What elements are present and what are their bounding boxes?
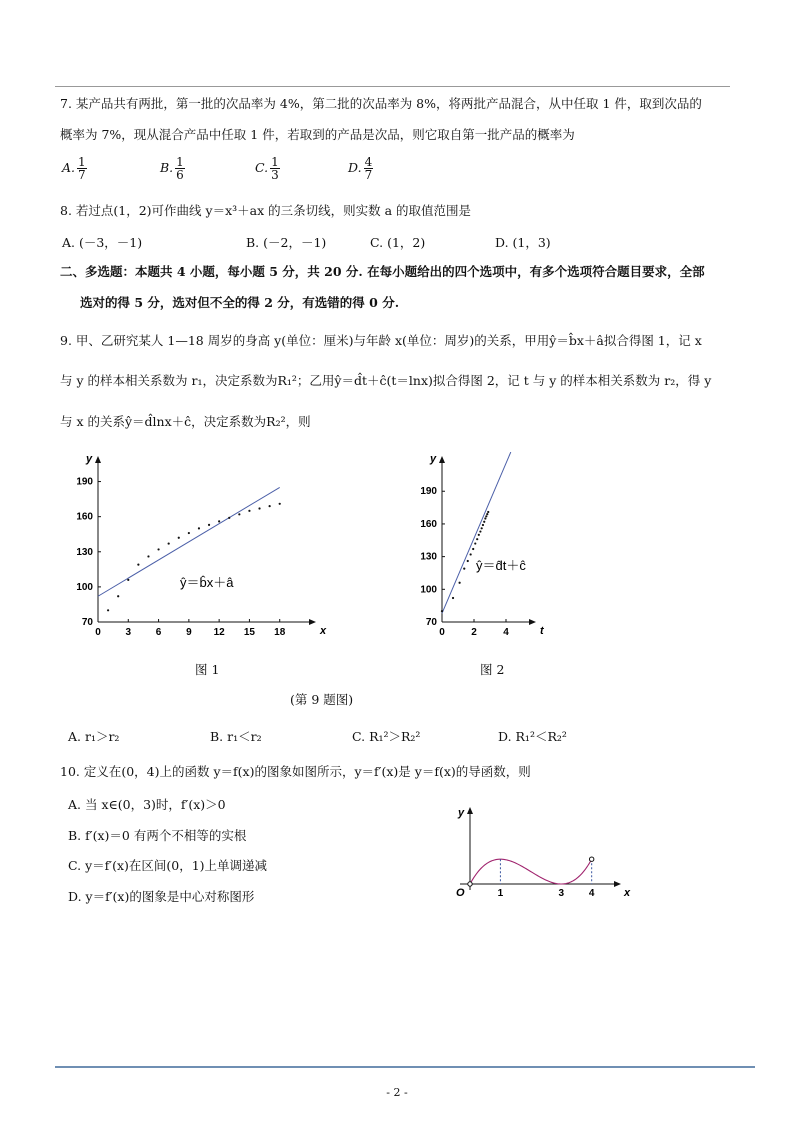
q7-option-label: B. — [160, 160, 174, 175]
x-tick-label: 3 — [125, 627, 132, 638]
x-tick-label: 15 — [243, 627, 255, 638]
data-point — [482, 524, 484, 526]
y-tick-label: 130 — [76, 546, 93, 558]
x-axis-arrow — [309, 619, 316, 625]
data-point — [137, 564, 139, 566]
data-point — [127, 579, 129, 581]
q9-option-c: C. R₁²＞R₂² — [352, 729, 421, 744]
x-tick-label: 4 — [503, 627, 509, 638]
q10-option-a: A. 当 x∈(0，3)时，f′(x)＞0 — [68, 797, 226, 812]
y-axis-label: y — [430, 453, 437, 465]
x-axis-label: x — [320, 625, 327, 637]
data-point — [467, 560, 469, 562]
q8-option-d: D. (1，3) — [495, 235, 551, 250]
data-point — [463, 568, 465, 570]
x-tick-label: 12 — [213, 627, 225, 638]
q7-option-fraction — [175, 156, 185, 181]
q7-option-fraction — [270, 156, 280, 181]
fraction-denominator: 7 — [364, 168, 373, 182]
q8-option-b: B. (－2，－1) — [246, 235, 327, 250]
x-tick-label: 0 — [439, 627, 445, 638]
q7-text-line2: 概率为 7%，现从混合产品中任取 1 件，若取到的产品是次品，则它取自第一批产品的概率为 — [60, 127, 575, 142]
origin-label: O — [456, 887, 465, 899]
fraction-numerator: 1 — [78, 155, 86, 169]
data-point — [147, 555, 149, 557]
data-point — [459, 582, 461, 584]
q9-text-line1: 9. 甲、乙研究某人 1—18 周岁的身高 y(单位：厘米)与年龄 x(单位：周岁)的关系，甲用ŷ＝b̂x＋â拟合得图 1，记 x — [60, 333, 702, 348]
data-point — [478, 534, 480, 536]
y-tick-label: 160 — [76, 511, 93, 523]
q7-option-label: D. — [348, 160, 362, 175]
fraction-numerator: 1 — [176, 155, 184, 169]
open-endpoint-x4 — [589, 857, 593, 861]
q9-option-b: B. r₁＜r₂ — [210, 729, 262, 744]
x-tick-label: 18 — [274, 627, 286, 638]
x-axis-arrow — [529, 619, 536, 625]
data-point — [157, 548, 159, 550]
data-point — [470, 553, 472, 555]
y-tick-label: 70 — [81, 617, 93, 628]
data-point — [485, 515, 487, 517]
q10-text-line1: 10. 定义在(0，4)上的函数 y＝f(x)的图象如图所示，y＝f′(x)是 y＝f(x)的导函数，则 — [60, 764, 531, 779]
page-number: - 2 - — [386, 1086, 408, 1099]
data-point — [168, 542, 170, 544]
q7-option-c — [255, 156, 280, 181]
data-point — [188, 532, 190, 534]
function-curve — [470, 859, 592, 884]
data-point — [117, 595, 119, 597]
data-point — [472, 548, 474, 550]
q7-text-line1: 7. 某产品共有两批，第一批的次品率为 4%，第二批的次品率为 8%，将两批产品混合，从中任取 1 件，取到次品的 — [60, 96, 702, 111]
x-tick-label: 2 — [471, 627, 477, 638]
q9-text-line3: 与 x 的关系ŷ＝d̂lnx＋ĉ，决定系数为R₂²，则 — [60, 414, 311, 429]
q9-figure-2-chart — [410, 452, 550, 644]
x-tick-label: 0 — [95, 627, 101, 638]
data-point — [198, 527, 200, 529]
y-axis-label: y — [458, 807, 465, 819]
x-tick-label: 9 — [186, 627, 192, 638]
section2-heading-line2: 选对的得 5 分，选对但不全的得 2 分，有选错的得 0 分. — [80, 295, 400, 310]
bottom-rule — [55, 1066, 755, 1068]
fig1-fit-label: ŷ＝b̂x＋â — [180, 575, 234, 590]
q10-option-c: C. y＝f′(x)在区间(0，1)上单调递减 — [68, 858, 268, 873]
fraction-numerator: 1 — [271, 155, 279, 169]
y-tick-label: 190 — [76, 476, 93, 488]
y-tick-label: 160 — [420, 518, 437, 530]
q10-function-graph — [448, 800, 633, 908]
data-point — [452, 597, 454, 599]
y-axis-arrow — [95, 456, 101, 463]
data-point — [479, 530, 481, 532]
q9-option-d: D. R₁²＜R₂² — [498, 729, 567, 744]
y-tick-label: 130 — [420, 551, 437, 563]
q7-option-fraction — [364, 156, 374, 181]
data-point — [484, 517, 486, 519]
data-point — [208, 524, 210, 526]
q8-option-a: A. (－3，－1) — [62, 235, 143, 250]
data-point — [107, 609, 109, 611]
x-axis-label: t — [540, 625, 544, 637]
x-tick-label: 4 — [588, 888, 595, 899]
x-axis-arrow — [614, 881, 621, 887]
data-point — [218, 520, 220, 522]
fraction-denominator: 7 — [78, 168, 86, 182]
x-tick-label: 6 — [155, 627, 162, 638]
y-tick-label: 100 — [76, 581, 93, 593]
x-tick-label: 1 — [497, 888, 504, 899]
data-point — [476, 538, 478, 540]
q9-option-a: A. r₁＞r₂ — [68, 729, 120, 744]
fraction-numerator: 4 — [364, 155, 373, 169]
q9-text-line2: 与 y 的样本相关系数为 r₁，决定系数为R₁²；乙用ŷ＝d̂t＋ĉ(t＝lnx)拟合得图 2，记 t 与 y 的样本相关系数为 r₂，得 y — [60, 373, 712, 388]
y-axis-label: y — [86, 453, 93, 465]
top-rule — [55, 86, 730, 87]
data-point — [486, 513, 488, 515]
q9-figure-1-chart — [70, 452, 330, 644]
data-point — [258, 507, 260, 509]
q8-text-line1: 8. 若过点(1，2)可作曲线 y＝x³＋ax 的三条切线，则实数 a 的取值范围是 — [60, 203, 472, 218]
data-point — [178, 537, 180, 539]
fig2-fit-label: ŷ＝d̂t＋ĉ — [476, 558, 526, 573]
data-point — [474, 542, 476, 544]
q10-option-b: B. f′(x)＝0 有两个不相等的实根 — [68, 828, 247, 843]
section2-heading-line1: 二、多选题：本题共 4 小题，每小题 5 分，共 20 分. 在每小题给出的四个选项中，有多个选项符合题目要求，全部 — [60, 264, 705, 279]
y-axis-arrow — [439, 456, 445, 463]
data-point — [248, 510, 250, 512]
q7-option-b — [160, 156, 185, 181]
q7-option-a — [62, 156, 87, 181]
y-tick-label: 100 — [420, 584, 437, 596]
data-point — [487, 511, 489, 513]
q10-option-d: D. y＝f′(x)的图象是中心对称图形 — [68, 889, 255, 904]
fig1-caption: 图 1 — [195, 662, 220, 677]
y-axis-arrow — [467, 807, 473, 814]
data-point — [483, 521, 485, 523]
data-point — [238, 513, 240, 515]
q7-option-fraction — [77, 156, 87, 181]
open-endpoint-origin — [468, 882, 472, 886]
data-point — [441, 610, 443, 612]
q8-option-c: C. (1，2) — [370, 235, 426, 250]
q9-figure-caption: (第 9 题图) — [290, 692, 354, 707]
y-tick-label: 190 — [420, 486, 437, 498]
data-point — [269, 505, 271, 507]
fraction-denominator: 3 — [271, 168, 279, 182]
q7-option-d — [348, 156, 373, 181]
fig2-caption: 图 2 — [480, 662, 505, 677]
x-axis-label: x — [624, 887, 631, 899]
q7-option-label: C. — [255, 160, 269, 175]
data-point — [228, 517, 230, 519]
y-tick-label: 70 — [425, 617, 437, 628]
data-point — [279, 503, 281, 505]
fraction-denominator: 6 — [176, 168, 184, 182]
fit-line — [442, 452, 511, 613]
q7-option-label: A. — [62, 160, 76, 175]
data-point — [481, 527, 483, 529]
x-tick-label: 3 — [558, 888, 565, 899]
